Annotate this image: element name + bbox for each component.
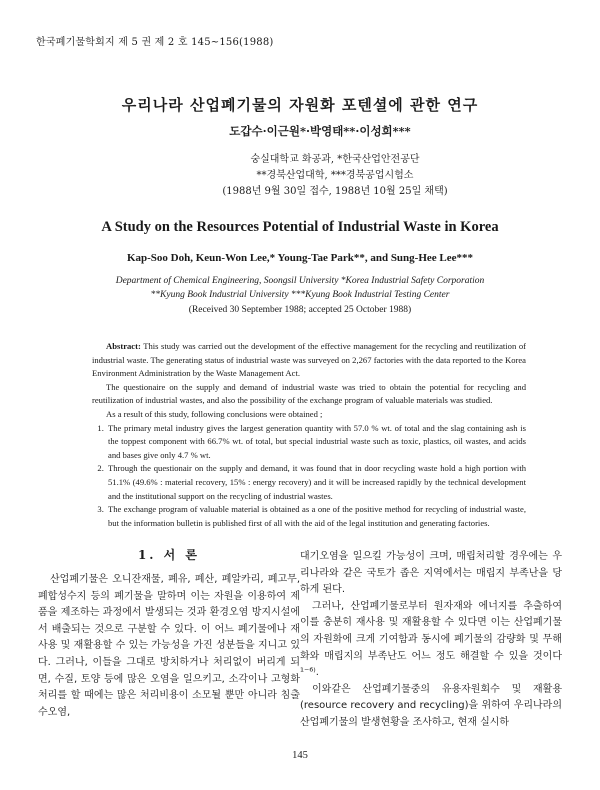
page-number: 145 bbox=[292, 750, 308, 761]
abstract bbox=[92, 340, 526, 530]
journal-header: 한국폐기물학회지 제 5 권 제 2 호 145~156(1988) bbox=[36, 37, 274, 48]
korean-title: 우리나라 산업폐기물의 자원화 포텐셜에 관한 연구 bbox=[121, 96, 479, 114]
abstract-label: Abstract: bbox=[106, 341, 141, 351]
conclusion-item: 3. The exchange program of valuable material is obtained as a one of the positive method for recycling of industrial waste, but the information bulletin is published first of all with the aid of the legal institution and generating factories. bbox=[106, 503, 526, 530]
section-heading: 1. 서 론 bbox=[137, 548, 201, 562]
body-paragraph: 대기오염을 일으킬 가능성이 크며, 매립처리할 경우에는 우리나라와 같은 국토가 좁은 지역에서는 매립지 부족난을 당하게 된다. bbox=[300, 551, 562, 596]
english-authors: Kap-Soo Doh, Keun-Won Lee,* Young-Tae Park**, and Sung-Hee Lee*** bbox=[126, 252, 474, 264]
abstract-paragraph: The questionaire on the supply and demand of industrial waste was tried to obtain the potential for recycling and reutilization of industrial wastes, and also the possibility of the exchange program of valuable materials was studied. bbox=[92, 381, 526, 406]
right-column bbox=[300, 549, 562, 732]
korean-affiliation: **경북산업대학, ***경북공업시험소 bbox=[256, 170, 414, 181]
body-paragraph: 이와같은 산업폐기물중의 유용자원회수 및 재활용 (resource recovery and recycling)을 위하여 우리나라의 산업폐기물의 발생현황을 조사하고, 현재 실시하 bbox=[300, 683, 562, 728]
abstract-text: This study was carried out the development of the effective management for the recycling and reutilization of industrial waste. The generating status of industrial waste was surveyed on 2,267 factories with the data reported to the Korea Environment Administration by the Waste Management Act. bbox=[92, 341, 526, 379]
conclusion-list bbox=[92, 422, 526, 531]
english-received-date: (Received 30 September 1988; accepted 25 October 1988) bbox=[188, 305, 412, 315]
left-column bbox=[38, 572, 300, 721]
korean-authors: 도갑수·이근원*·박영태**·이성희*** bbox=[229, 124, 411, 138]
korean-affiliation: 숭실대학교 화공과, *한국산업안전공단 bbox=[250, 154, 420, 165]
english-affiliation: Department of Chemical Engineering, Soongsil University *Korea Industrial Safety Corporation bbox=[115, 276, 485, 286]
korean-received-date: (1988년 9월 30일 접수, 1988년 10월 25일 채택) bbox=[222, 186, 448, 197]
body-paragraph: 그러나, 산업폐기물로부터 원자재와 에너지를 추출하여 이를 충분히 재사용 및 재활용할 수 있다면 이는 산업폐기물의 자원화에 크게 기여함과 동시에 폐기물의 감량화 및 무해화와 매립지의 부족난도 어느 정도 해결할 수 있을 것이다¹⁻⁶⁾. bbox=[300, 600, 562, 679]
conclusion-item: 1. The primary metal industry gives the largest generation quantity with 57.0 % wt. of total and the slag containing ash is the toppest component with 66.7% wt. of total, but special industrial waste such as toxic, plastics, oil wastes, and acids and bases give only 4.7 % wt. bbox=[106, 422, 526, 463]
body-paragraph: 산업폐기물은 오니잔재물, 폐유, 폐산, 폐알카리, 폐고무, 폐합성수지 등의 폐기물을 말하며 이는 자원을 이용하여 제품을 제조하는 과정에서 발생되는 것과 환경오염 방지시설에서 배출되는 것으로 구분할 수 있다. 이 어느 폐기물에나 재사용 및 재활용할 수 있는 가능성을 가진 성분들을 지니고 있다. 그러나, 이들을 그대로 방치하거나 처리없이 버리게 되면, 수질, 토양 등에 많은 오염을 일으키고, 소각이나 고형화 처리를 할 때에는 많은 처리비용이 소모될 뿐만 아니라 침출수오염, bbox=[38, 574, 300, 718]
conclusion-item: 2. Through the questionair on the supply and demand, it was found that in door recycling waste hold a high portion with 51.1% (49.6% : material recovery, 15% : energy recovery) and it will be increased rapidly by the technical development and the institutional support on the recycling of industrial wastes. bbox=[106, 462, 526, 503]
abstract-paragraph bbox=[92, 340, 526, 381]
english-affiliation: **Kyung Book Industrial University ***Kyung Book Industrial Testing Center bbox=[150, 290, 450, 300]
abstract-paragraph: As a result of this study, following conclusions were obtained ; bbox=[106, 408, 323, 419]
english-title: A Study on the Resources Potential of Industrial Waste in Korea bbox=[101, 219, 499, 235]
